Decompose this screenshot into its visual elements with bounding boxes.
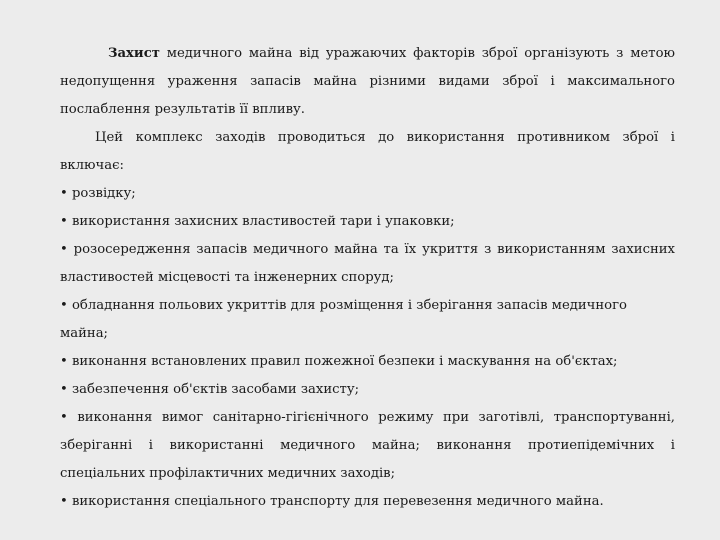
intro-text: медичного майна від уражаючих факторів зброї організують з метою недопущення ураження запасів майна різними видами зброї і максимального послаблення результатів її впливу.	[60, 46, 675, 117]
lead-paragraph: Цей комплекс заходів проводиться до використання противником зброї і включає:	[60, 130, 675, 173]
list-item: • виконання встановлених правил пожежної безпеки і маскування на об'єктах;	[60, 354, 618, 369]
list-item: • розосередження запасів медичного майна та їх укриття з використанням захисних властивостей місцевості та інженерних споруд;	[60, 242, 675, 285]
intro-term: Захист	[108, 46, 160, 61]
list-item: • обладнання польових укриттів для розміщення і зберігання запасів медичного майна;	[60, 298, 627, 341]
list-item: • розвідку;	[60, 186, 136, 201]
list-item: • забезпечення об'єктів засобами захисту;	[60, 382, 360, 397]
list-item: • використання захисних властивостей тари і упаковки;	[60, 214, 455, 229]
intro-paragraph	[60, 40, 675, 124]
list-item: • використання спеціального транспорту для перевезення медичного майна.	[60, 494, 604, 509]
list-item: • виконання вимог санітарно-гігієнічного режиму при заготівлі, транспортуванні, зберіганні і використанні медичного майна; виконання протиепідемічних і спеціальних профілактичних медичних заходів;	[60, 410, 675, 481]
